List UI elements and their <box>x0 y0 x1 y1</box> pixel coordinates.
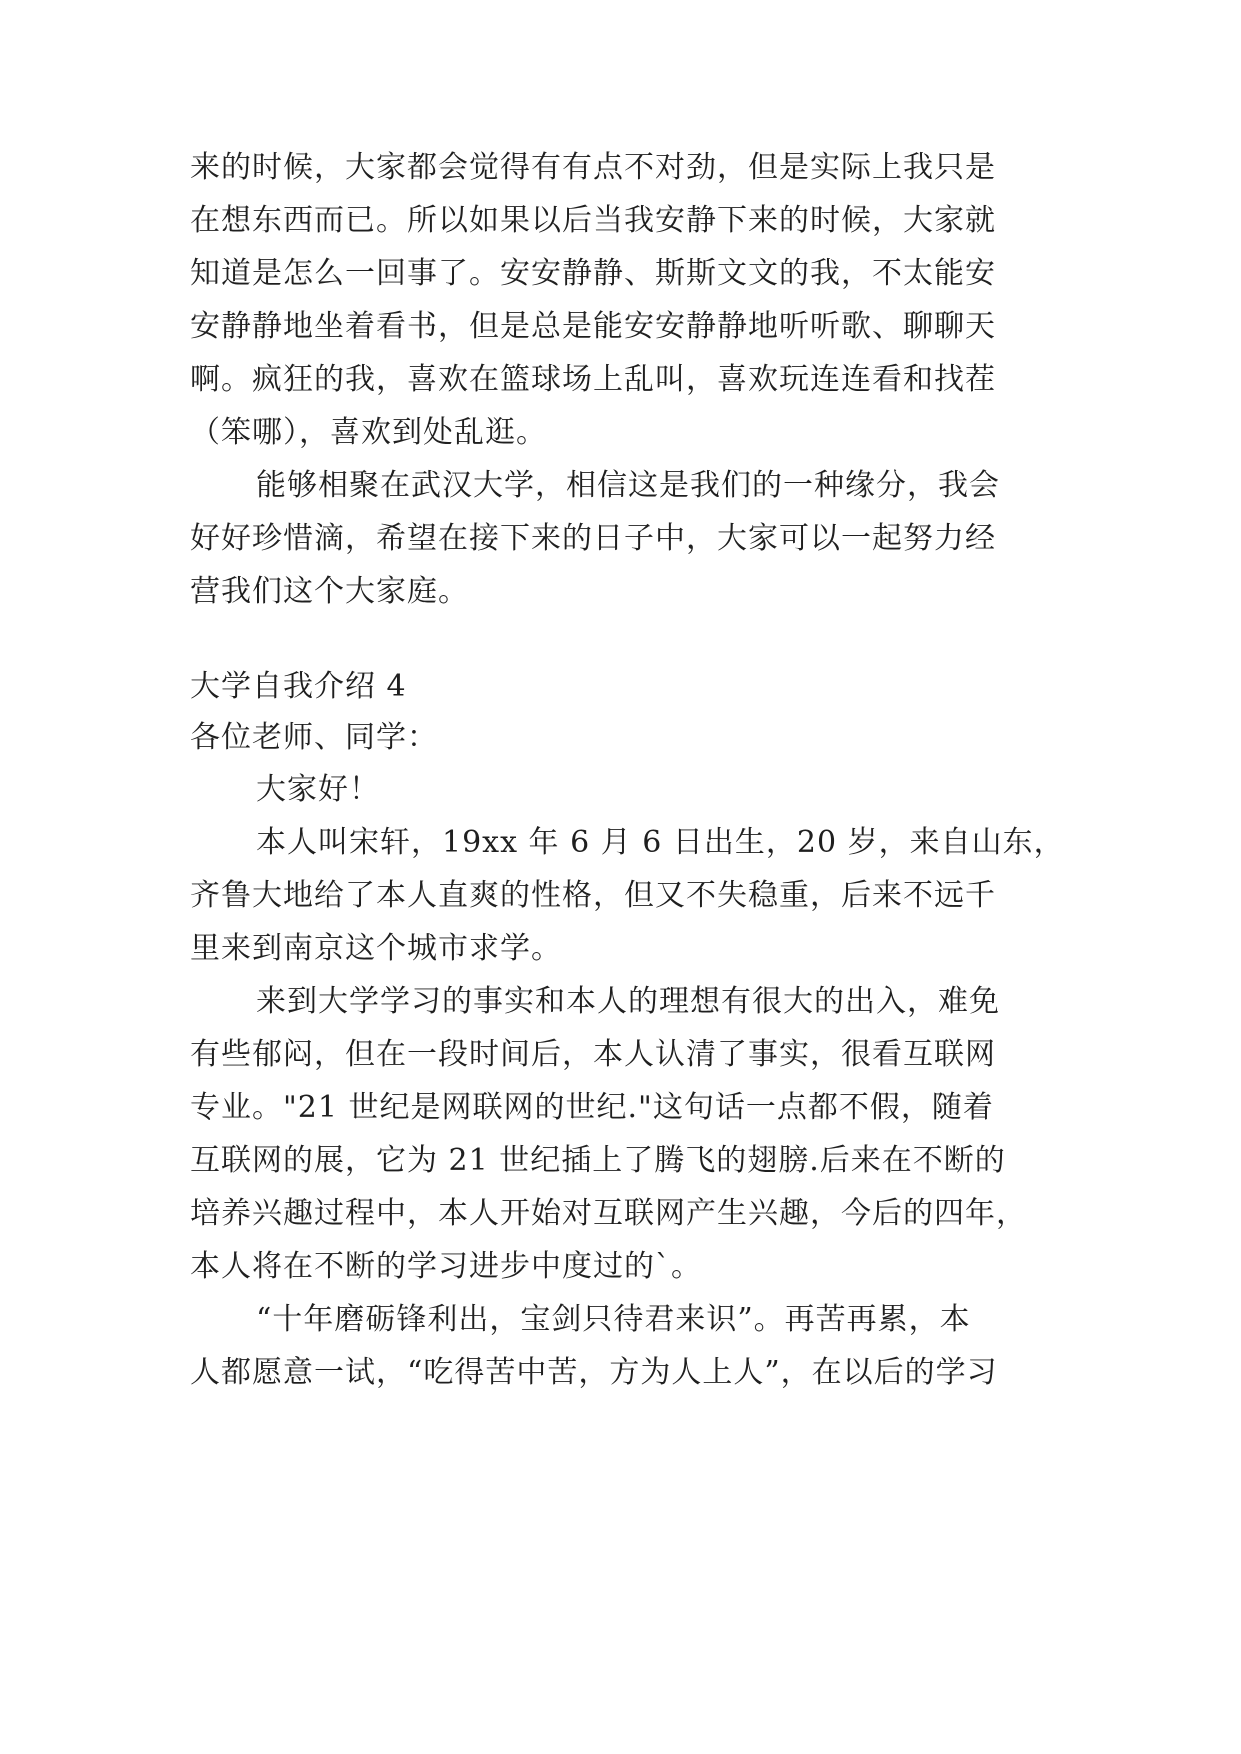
text-line: （笨哪），喜欢到处乱逛。 <box>190 415 547 450</box>
text-line: 安静静地坐着看书，但是总是能安安静静地听听歌、聊聊天 <box>190 309 996 344</box>
text-line: 在想东西而已。所以如果以后当我安静下来的时候，大家就 <box>190 203 996 238</box>
text-line: 来到大学学习的事实和本人的理想有很大的出入，难免 <box>256 984 1000 1019</box>
text-line: 能够相聚在武汉大学，相信这是我们的一种缘分，我会 <box>256 468 1000 503</box>
text-line: 好好珍惜滴，希望在接下来的日子中，大家可以一起努力经 <box>190 521 996 556</box>
text-line: 营我们这个大家庭。 <box>190 574 469 609</box>
text-line: 专业。"21 世纪是网联网的世纪."这句话一点都不假，随着 <box>190 1090 994 1125</box>
salutation: 各位老师、同学： <box>190 720 438 755</box>
text-line: 来的时候，大家都会觉得有有点不对劲，但是实际上我只是 <box>190 150 996 185</box>
text-line: 有些郁闷，但在一段时间后，本人认清了事实，很看互联网 <box>190 1037 996 1072</box>
text-line: 本人叫宋轩，19xx 年 6 月 6 日出生，20 岁，来自山东， <box>256 825 1065 860</box>
greeting: 大家好！ <box>256 772 380 807</box>
text-line: 培养兴趣过程中，本人开始对互联网产生兴趣，今后的四年， <box>190 1196 1027 1231</box>
text-line: 人都愿意一试，“吃得苦中苦，方为人上人”，在以后的学习 <box>190 1355 998 1390</box>
text-line: 齐鲁大地给了本人直爽的性格，但又不失稳重，后来不远千 <box>190 878 996 913</box>
text-line: 啊。疯狂的我，喜欢在篮球场上乱叫，喜欢玩连连看和找茬 <box>190 362 996 397</box>
section-title: 大学自我介绍 4 <box>190 669 407 704</box>
text-line: 里来到南京这个城市求学。 <box>190 931 562 966</box>
text-line: 知道是怎么一回事了。安安静静、斯斯文文的我，不太能安 <box>190 256 996 291</box>
text-line: “十年磨砺锋利出，宝剑只待君来识”。再苦再累，本 <box>256 1302 971 1337</box>
text-line: 本人将在不断的学习进步中度过的`。 <box>190 1249 702 1284</box>
text-line: 互联网的展，它为 21 世纪插上了腾飞的翅膀.后来在不断的 <box>190 1143 1006 1178</box>
